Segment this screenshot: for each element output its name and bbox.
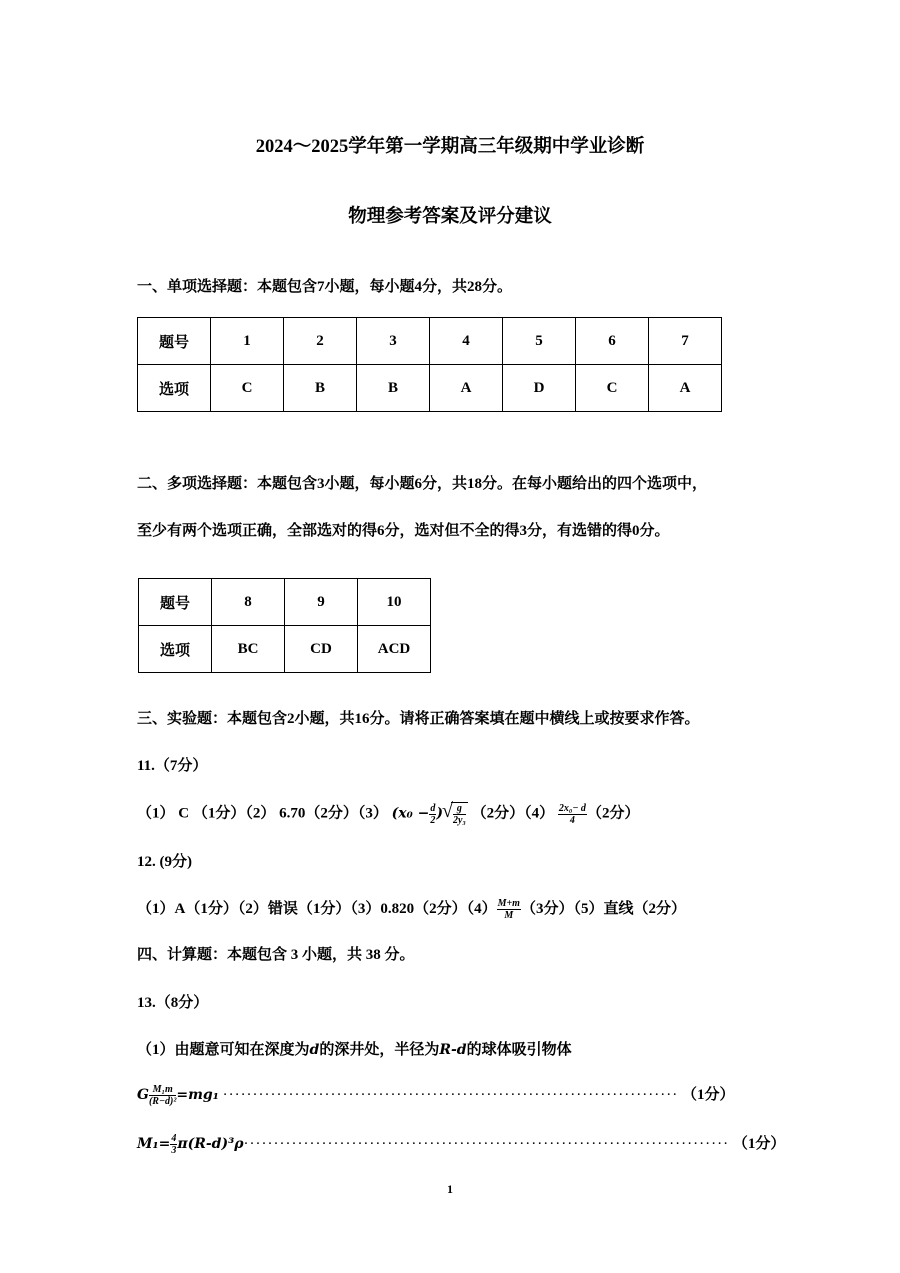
fraction (453, 803, 466, 826)
table-cell: 1 (211, 318, 284, 365)
section4-heading: 四、计算题：本题包含 3 小题，共 38 分。 (137, 947, 415, 963)
q11-part3: （2分） (586, 805, 640, 822)
leader-dots: ············································································ (222, 1086, 679, 1103)
table-cell: 6 (576, 318, 649, 365)
table-cell: 8 (212, 579, 285, 626)
table-cell: D (503, 365, 576, 412)
score: （1分） (732, 1135, 786, 1152)
table-cell: C (576, 365, 649, 412)
table-cell: A (430, 365, 503, 412)
doc-subtitle: 物理参考答案及评分建议 (348, 207, 552, 227)
page-number: 1 (447, 1182, 453, 1196)
formula-text: π(R-d)³ρ (177, 1135, 244, 1152)
section3-heading: 三、实验题：本题包含2小题，共16分。请将正确答案填在题中横线上或按要求作答。 (137, 711, 700, 727)
fraction (149, 1084, 176, 1107)
table-cell: B (357, 365, 430, 412)
fraction (497, 898, 521, 921)
formula-text: (x₀ − (391, 805, 430, 822)
table-cell: 10 (358, 579, 431, 626)
text: 的深井处，半径为 (319, 1042, 440, 1058)
q13-label: 13.（8分） (137, 995, 209, 1011)
numerator: 4 (171, 1133, 177, 1144)
table-row (138, 318, 722, 365)
formula-text: G (137, 1086, 149, 1103)
section1-heading: 一、单项选择题：本题包含7小题，每小题4分，共28分。 (137, 279, 513, 295)
table-cell: ACD (358, 626, 431, 673)
doc-title: 2024～2025学年第一学期高三年级期中学业诊断 (255, 137, 645, 157)
numerator: √ g (453, 803, 466, 815)
q11-part2: （2分）（4） (471, 805, 555, 822)
answer-table-1 (137, 317, 722, 412)
q12-part2: （3分）（5）直线（2分） (520, 900, 686, 917)
q12-part1: （1）A（1分）（2）错误（1分）（3）0.820（2分）（4） (137, 900, 497, 917)
score: （1分） (681, 1086, 735, 1103)
q12-label: 12. (9分) (137, 854, 192, 870)
denominator: 2 (430, 814, 436, 826)
table-cell: A (649, 365, 722, 412)
q11-answers (137, 802, 639, 826)
q11-part1: （1） C （1分）（2） 6.70（2分）（3） (137, 805, 388, 822)
table-cell: CD (285, 626, 358, 673)
numerator: d (430, 802, 436, 814)
fraction (558, 803, 587, 826)
table-cell: 题号 (139, 579, 212, 626)
table-cell: 2 (284, 318, 357, 365)
q13-equation-1 (137, 1084, 734, 1107)
sqrt-expression (451, 802, 468, 826)
denominator: (R−d)² (148, 1096, 177, 1107)
q12-answers (137, 898, 686, 921)
table-cell: BC (212, 626, 285, 673)
text: 的球体吸引物体 (466, 1042, 572, 1058)
table-cell: 选项 (139, 626, 212, 673)
table-row (139, 579, 431, 626)
table-cell: C (211, 365, 284, 412)
q13-equation-2 (137, 1133, 785, 1156)
formula-text: ) (436, 805, 443, 822)
table-cell: 选项 (138, 365, 211, 412)
section2-heading-1: 二、多项选择题：本题包含3小题，每小题6分，共18分。在每小题给出的四个选项中， (137, 476, 708, 492)
table-cell: 9 (285, 579, 358, 626)
denominator: M (504, 910, 514, 921)
q13-step1 (137, 1040, 572, 1060)
text: （1）由题意可知在深度为 (137, 1042, 310, 1058)
numerator: 2x₀− d (558, 802, 586, 814)
table-cell: 题号 (138, 318, 211, 365)
denominator: 3 (171, 1145, 177, 1156)
answer-table-2 (138, 578, 431, 673)
table-cell: 4 (430, 318, 503, 365)
variable: d (309, 1042, 320, 1058)
leader-dots: ················································································· (243, 1135, 730, 1152)
table-cell: 5 (503, 318, 576, 365)
table-cell: 7 (649, 318, 722, 365)
formula-text: M₁= (137, 1135, 171, 1152)
numerator: M₁m (149, 1084, 176, 1096)
table-cell: B (284, 365, 357, 412)
table-cell: 3 (357, 318, 430, 365)
table-row (138, 365, 722, 412)
q11-label: 11.（7分） (137, 758, 208, 774)
table-row (139, 626, 431, 673)
denominator: 4 (569, 814, 575, 826)
variable: R-d (439, 1042, 467, 1058)
formula-text: =mg₁ (176, 1086, 219, 1103)
denominator: 2y₃ (452, 815, 466, 826)
numerator: M+m (497, 898, 520, 909)
section2-heading-2: 至少有两个选项正确，全部选对的得6分，选对但不全的得3分，有选错的得0分。 (137, 523, 670, 539)
